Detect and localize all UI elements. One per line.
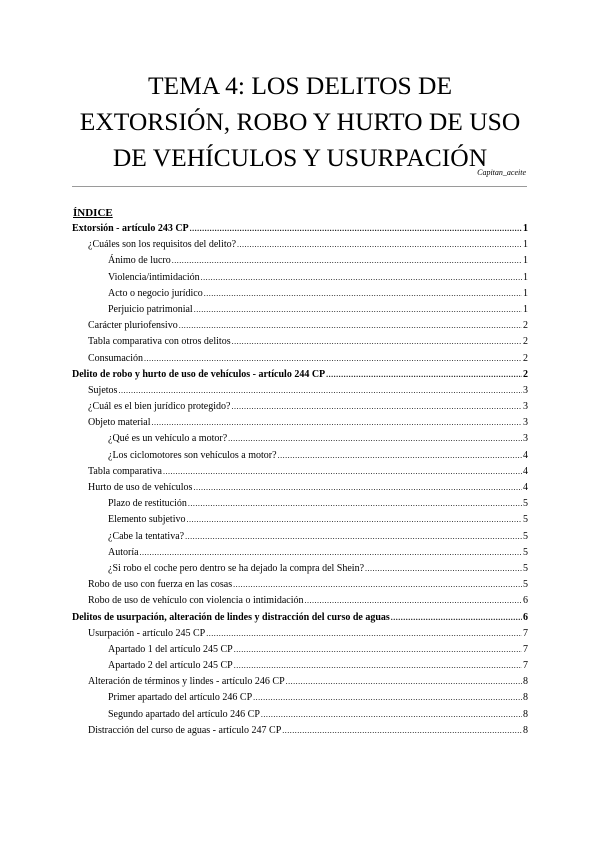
toc-entry-label: Tabla comparativa con otros delitos [88, 336, 231, 348]
toc-entry-label: Distracción del curso de aguas - artículo 247 CP [88, 724, 282, 736]
toc-leader-dots [286, 677, 522, 686]
toc-entry-label: ¿Cuáles son los requisitos del delito? [88, 239, 237, 251]
toc-entry-label: ¿Si robo el coche pero dentro se ha dejado la compra del Shein? [108, 562, 365, 574]
toc-entry-page: 3 [523, 433, 528, 445]
toc-entry-page: 1 [523, 271, 528, 283]
toc-entry-label: Robo de uso de vehículo con violencia o intimidación [88, 595, 304, 607]
toc-leader-dots [188, 499, 522, 508]
toc-entry-label: Robo de uso con fuerza en las cosas [88, 579, 233, 591]
toc-entry-label: Autoría [108, 546, 139, 558]
toc-entry[interactable] [72, 255, 528, 271]
toc-leader-dots [172, 256, 522, 265]
toc-leader-dots [234, 645, 522, 654]
toc-leader-dots [204, 289, 522, 298]
toc-entry[interactable] [72, 369, 528, 385]
toc-leader-dots [118, 386, 522, 395]
toc-entry-page: 1 [523, 255, 528, 267]
toc-entry-label: Ánimo de lucro [108, 255, 171, 267]
toc-entry[interactable] [72, 676, 528, 692]
toc-entry[interactable] [72, 336, 528, 352]
toc-entry[interactable] [72, 239, 528, 255]
toc-entry-label: Segundo apartado del artículo 246 CP [108, 708, 260, 720]
toc-entry-page: 6 [523, 595, 528, 607]
toc-entry[interactable] [72, 466, 528, 482]
toc-entry[interactable] [72, 725, 528, 741]
toc-entry-page: 5 [523, 514, 528, 526]
toc-entry[interactable] [72, 709, 528, 725]
toc-entry-label: Carácter pluriofensivo [88, 320, 178, 332]
toc-entry[interactable] [72, 547, 528, 563]
toc-leader-dots [391, 613, 522, 622]
toc-entry[interactable] [72, 692, 528, 708]
toc-leader-dots [365, 564, 522, 573]
index-heading: ÍNDICE [73, 207, 113, 219]
toc-entry-label: Objeto material [88, 417, 151, 429]
toc-entry-label: Delitos de usurpación, alteración de lindes y distracción del curso de aguas [72, 611, 390, 623]
toc-entry-label: ¿Los ciclomotores son vehículos a motor? [108, 449, 277, 461]
title-divider [72, 186, 527, 187]
toc-entry[interactable] [72, 482, 528, 498]
toc-leader-dots [233, 580, 522, 589]
toc-entry-page: 5 [523, 498, 528, 510]
toc-entry-label: Elemento subjetivo [108, 514, 186, 526]
title-line-3: DE VEHÍCULOS Y USURPACIÓN [112, 143, 488, 172]
toc-entry-label: Usurpación - artículo 245 CP [88, 627, 206, 639]
toc-leader-dots [201, 273, 522, 282]
toc-entry-page: 8 [523, 676, 528, 688]
toc-entry[interactable] [72, 628, 528, 644]
toc-entry-label: Primer apartado del artículo 246 CP [108, 692, 253, 704]
title-line-2: EXTORSIÓN, ROBO Y HURTO DE USO [79, 107, 521, 136]
toc-entry-label: ¿Cabe la tentativa? [108, 530, 185, 542]
toc-entry[interactable] [72, 272, 528, 288]
toc-entry-page: 1 [523, 303, 528, 315]
toc-leader-dots [193, 483, 522, 492]
toc-leader-dots [163, 467, 522, 476]
toc-entry-page: 3 [523, 417, 528, 429]
toc-entry-label: Alteración de términos y lindes - artículo 246 CP [88, 676, 285, 688]
toc-entry[interactable] [72, 320, 528, 336]
toc-entry-page: 1 [523, 239, 528, 251]
toc-entry-label: Apartado 2 del artículo 245 CP [108, 660, 233, 672]
toc-entry[interactable] [72, 433, 528, 449]
toc-entry-label: Plazo de restitución [108, 498, 187, 510]
toc-entry-label: Hurto de uso de vehículos [88, 482, 193, 493]
toc-entry[interactable] [72, 450, 528, 466]
toc-entry[interactable] [72, 563, 528, 579]
toc-leader-dots [206, 629, 522, 638]
table-of-contents [72, 223, 528, 741]
toc-leader-dots [326, 370, 522, 379]
toc-entry[interactable] [72, 401, 528, 417]
toc-entry-page: 5 [523, 579, 528, 591]
toc-entry-label: ¿Cuál es el bien jurídico protegido? [88, 401, 231, 413]
toc-leader-dots [278, 451, 522, 460]
toc-entry-page: 4 [523, 482, 528, 493]
toc-entry-page: 4 [523, 465, 528, 477]
toc-entry[interactable] [72, 579, 528, 595]
toc-leader-dots [253, 693, 522, 702]
toc-entry-page: 4 [523, 449, 528, 461]
toc-leader-dots [282, 726, 522, 735]
toc-entry-label: Perjuicio patrimonial [108, 303, 193, 315]
toc-leader-dots [237, 240, 522, 249]
toc-entry[interactable] [72, 417, 528, 433]
toc-leader-dots [151, 418, 522, 427]
toc-entry-page: 2 [523, 336, 528, 348]
toc-entry-page: 6 [523, 611, 528, 623]
toc-entry-page: 8 [523, 692, 528, 704]
toc-leader-dots [140, 548, 522, 557]
toc-entry-page: 8 [523, 724, 528, 736]
toc-entry-page: 3 [523, 401, 528, 413]
toc-entry-label: Extorsión - artículo 243 CP [72, 223, 189, 234]
toc-entry[interactable] [72, 595, 528, 611]
toc-leader-dots [234, 661, 522, 670]
toc-entry-label: Sujetos [88, 384, 118, 396]
toc-leader-dots [194, 305, 522, 314]
toc-entry-page: 5 [523, 530, 528, 542]
title-line-1: TEMA 4: LOS DELITOS DE [147, 71, 453, 100]
toc-entry[interactable] [72, 612, 528, 628]
toc-entry[interactable] [72, 353, 528, 369]
toc-entry-label: Violencia/intimidación [108, 271, 200, 283]
toc-entry[interactable] [72, 644, 528, 660]
toc-entry[interactable] [72, 288, 528, 304]
toc-entry-label: Consumación [88, 352, 143, 364]
toc-leader-dots [185, 532, 522, 541]
toc-entry[interactable] [72, 514, 528, 530]
toc-entry-label: Tabla comparativa [88, 465, 162, 477]
toc-entry-label: ¿Qué es un vehículo a motor? [108, 433, 228, 445]
toc-entry[interactable] [72, 531, 528, 547]
toc-entry[interactable] [72, 498, 528, 514]
toc-entry-page: 8 [523, 708, 528, 720]
author-signature: Capitan_aceite [477, 168, 526, 177]
toc-entry[interactable] [72, 385, 528, 401]
toc-leader-dots [305, 596, 522, 605]
toc-entry[interactable] [72, 660, 528, 676]
toc-entry-label: Apartado 1 del artículo 245 CP [108, 643, 233, 655]
toc-entry-page: 2 [523, 320, 528, 332]
toc-entry-page: 7 [523, 660, 528, 672]
toc-entry-page: 2 [523, 368, 528, 380]
document-title [30, 68, 570, 176]
toc-entry[interactable] [72, 304, 528, 320]
toc-entry-page: 5 [523, 562, 528, 574]
toc-leader-dots [187, 515, 523, 524]
toc-entry-page: 1 [523, 223, 528, 234]
toc-entry-page: 3 [523, 384, 528, 396]
toc-entry[interactable] [72, 223, 528, 239]
toc-leader-dots [190, 224, 522, 233]
toc-entry-label: Delito de robo y hurto de uso de vehículos - artículo 244 CP [72, 368, 326, 380]
toc-entry-page: 5 [523, 546, 528, 558]
toc-entry-page: 7 [523, 627, 528, 639]
toc-leader-dots [261, 710, 522, 719]
toc-leader-dots [232, 337, 522, 346]
toc-leader-dots [228, 434, 522, 443]
toc-leader-dots [231, 402, 522, 411]
toc-leader-dots [179, 321, 522, 330]
toc-entry-page: 7 [523, 643, 528, 655]
toc-entry-page: 2 [523, 352, 528, 364]
toc-entry-label: Acto o negocio jurídico [108, 287, 203, 299]
toc-entry-page: 1 [523, 287, 528, 299]
toc-leader-dots [144, 354, 522, 363]
